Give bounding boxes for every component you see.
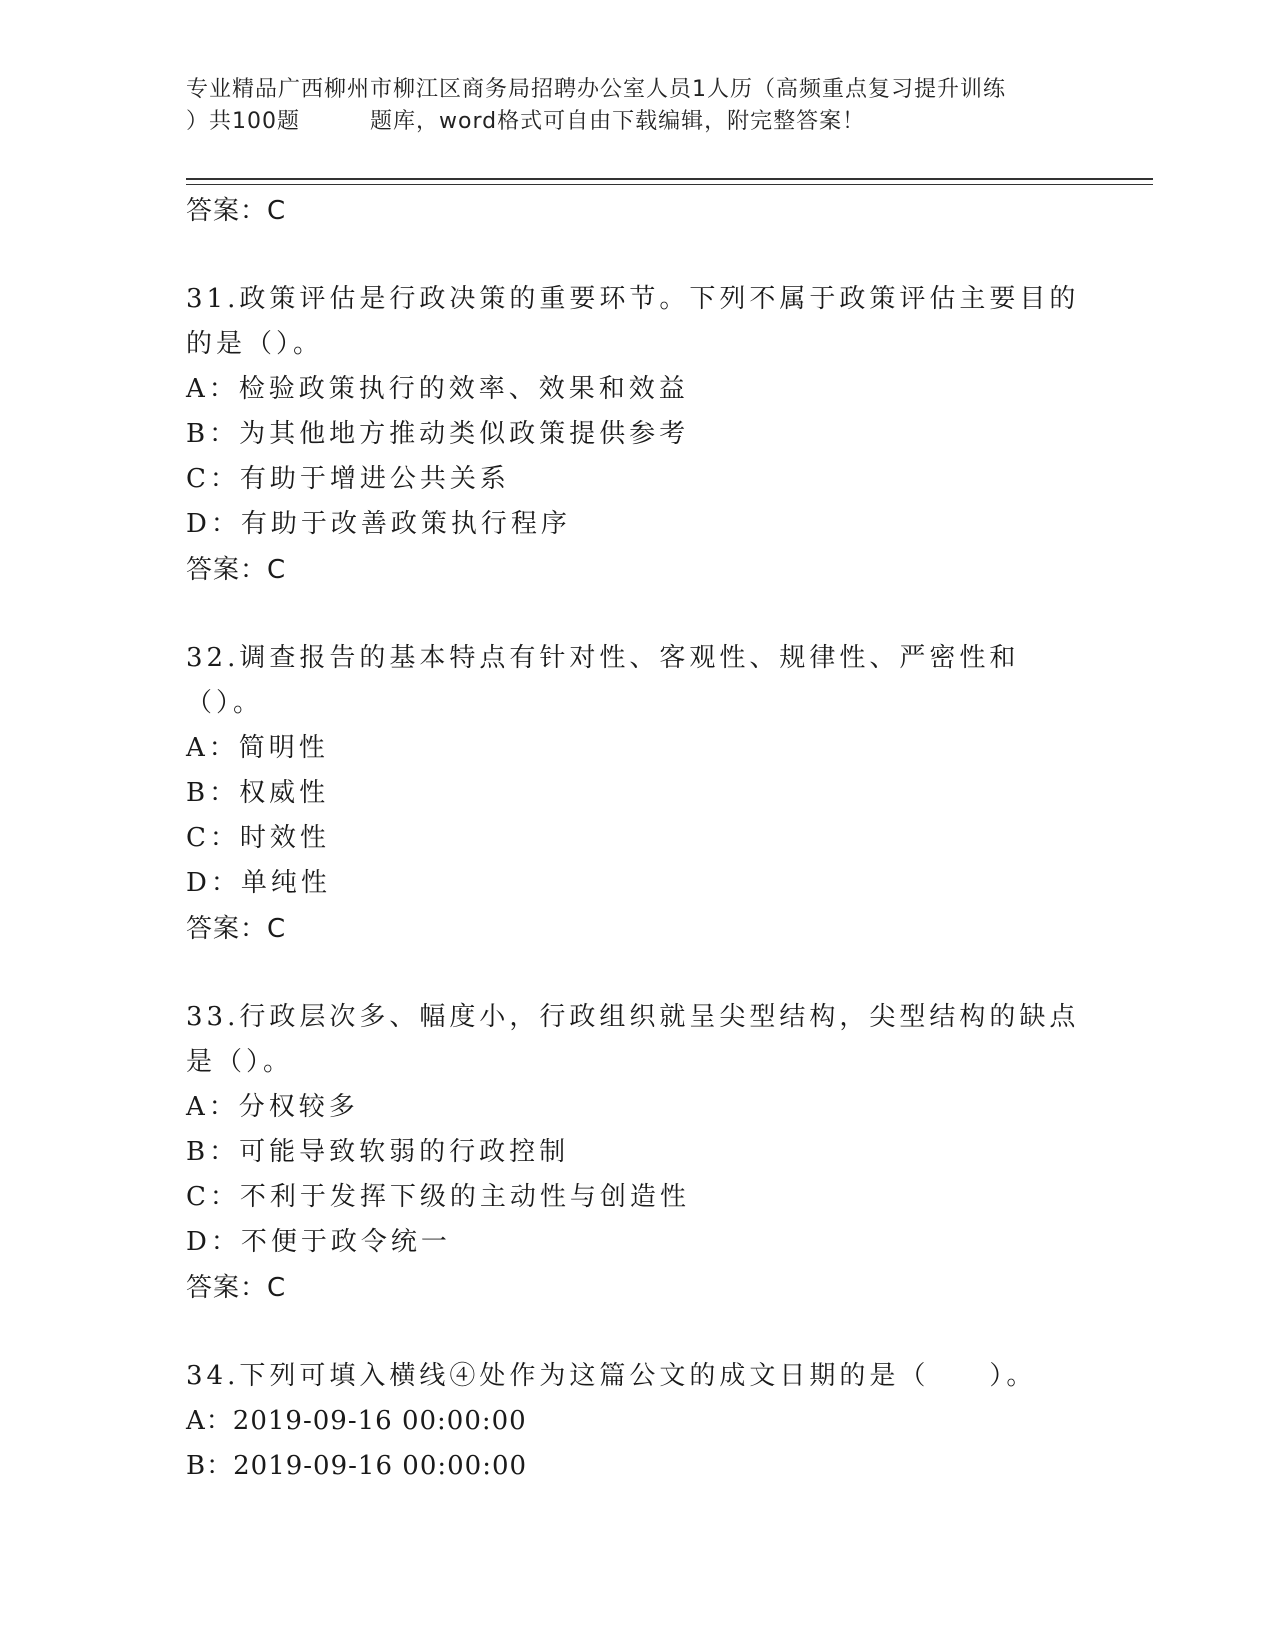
option-a: A：检验政策执行的效率、效果和效益	[186, 374, 689, 404]
header-divider-thick	[186, 178, 1153, 180]
option-b: B：为其他地方推动类似政策提供参考	[186, 419, 690, 449]
answer-line: 答案：C	[186, 1273, 287, 1303]
answer-line: 答案：C	[186, 196, 287, 226]
header-line-2-part-1: ）共100题	[186, 109, 300, 134]
header-line-2	[186, 106, 1086, 138]
option-c: C：不利于发挥下级的主动性与创造性	[186, 1182, 690, 1212]
question-34	[186, 1354, 1086, 1489]
question-text: 31.政策评估是行政决策的重要环节。下列不属于政策评估主要目的的是（）。	[186, 284, 1080, 359]
option-b: B：权威性	[186, 778, 330, 808]
option-c: C：有助于增进公共关系	[186, 464, 510, 494]
header-divider-thin	[186, 184, 1153, 185]
question-text: 33.行政层次多、幅度小，行政组织就呈尖型结构，尖型结构的缺点是（）。	[186, 1002, 1080, 1077]
option-b: B：2019-09-16 00:00:00	[186, 1451, 528, 1481]
option-a: A：2019-09-16 00:00:00	[186, 1406, 527, 1436]
option-a: A：分权较多	[186, 1092, 359, 1122]
question-text: 34.下列可填入横线④处作为这篇公文的成文日期的是（ ）。	[186, 1361, 1037, 1391]
document-body	[186, 188, 1086, 1489]
answer-line: 答案：C	[186, 914, 287, 944]
header-line-2-part-2: 题库，word格式可自由下载编辑，附完整答案！	[370, 109, 866, 134]
question-33	[186, 995, 1086, 1311]
answer-line: 答案：C	[186, 555, 287, 585]
option-b: B：可能导致软弱的行政控制	[186, 1137, 570, 1167]
question-31	[186, 277, 1086, 593]
question-32	[186, 636, 1086, 952]
option-d: D：不便于政令统一	[186, 1227, 451, 1257]
option-c: C：时效性	[186, 823, 330, 853]
option-d: D：有助于改善政策执行程序	[186, 509, 571, 539]
question-text: 32.调查报告的基本特点有针对性、客观性、规律性、严密性和（）。	[186, 643, 1020, 718]
header-line-1: 专业精品广西柳州市柳江区商务局招聘办公室人员1人历（高频重点复习提升训练	[186, 77, 1006, 102]
option-a: A：简明性	[186, 733, 329, 763]
option-d: D：单纯性	[186, 868, 331, 898]
document-header	[186, 74, 1086, 138]
